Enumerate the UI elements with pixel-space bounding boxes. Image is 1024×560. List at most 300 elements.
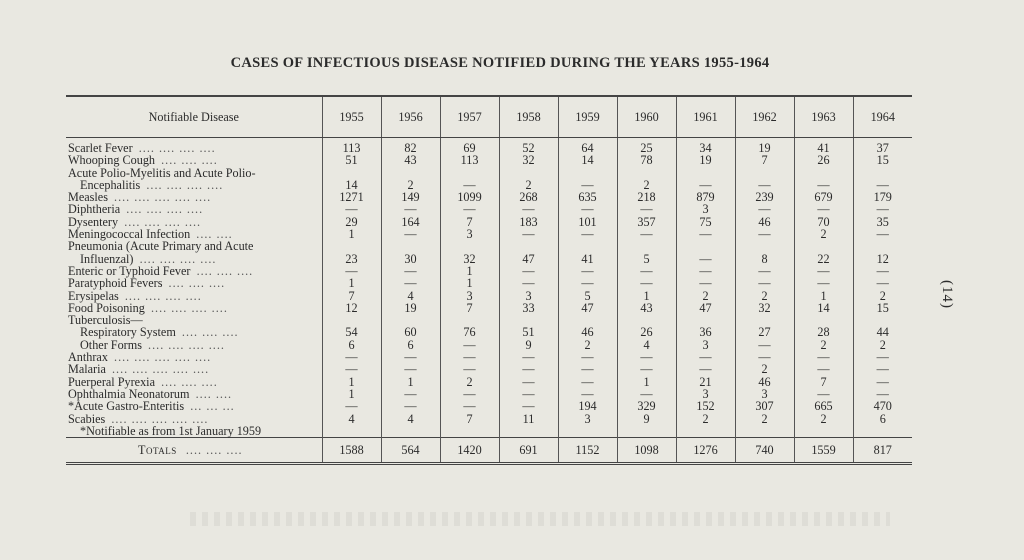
value-cell: 4	[381, 413, 440, 425]
disease-name: Pneumonia (Acute Primary and Acute	[68, 239, 254, 254]
value-cell: 30	[381, 253, 440, 265]
totals-label-cell	[66, 438, 322, 464]
value-cell: —	[853, 203, 912, 215]
value-cell: —	[499, 363, 558, 375]
value-cell: 194	[558, 400, 617, 412]
empty-cell	[322, 425, 381, 438]
value-cell: —	[853, 277, 912, 289]
disease-name: Malaria	[68, 362, 106, 377]
value-cell: —	[381, 388, 440, 400]
value-cell: —	[558, 265, 617, 277]
value-cell: —	[499, 203, 558, 215]
disease-name: Meningococcal Infection	[68, 227, 191, 242]
value-cell: 1	[322, 376, 381, 388]
value-cell: —	[617, 351, 676, 363]
leader-dots: .... .... ....	[185, 442, 243, 457]
page-title: CASES OF INFECTIOUS DISEASE NOTIFIED DURING THE YEARS 1955-1964	[230, 55, 770, 71]
value-cell: —	[499, 400, 558, 412]
total-cell: 817	[853, 438, 912, 464]
value-cell: 2	[381, 179, 440, 191]
value-cell: 3	[499, 290, 558, 302]
value-cell: —	[853, 376, 912, 388]
value-cell: —	[676, 351, 735, 363]
value-cell: 7	[440, 413, 499, 425]
value-cell: 23	[322, 253, 381, 265]
value-cell: 47	[558, 302, 617, 314]
value-cell: —	[676, 277, 735, 289]
value-cell: —	[853, 351, 912, 363]
value-cell: —	[558, 376, 617, 388]
header-year: 1959	[558, 96, 617, 138]
value-cell: 3	[676, 388, 735, 400]
value-cell: —	[853, 265, 912, 277]
value-cell: 1	[381, 376, 440, 388]
value-cell: 41	[794, 138, 853, 155]
value-cell: 28	[794, 326, 853, 338]
value-cell: —	[853, 228, 912, 240]
value-cell: —	[499, 351, 558, 363]
value-cell: 19	[735, 138, 794, 155]
value-cell: 32	[499, 154, 558, 166]
value-cell: —	[853, 179, 912, 191]
disease-name: Erysipelas	[68, 288, 119, 303]
value-cell: 1	[322, 228, 381, 240]
value-cell: —	[381, 203, 440, 215]
value-cell: 183	[499, 216, 558, 228]
value-cell: —	[794, 203, 853, 215]
disease-name: Whooping Cough	[68, 153, 156, 168]
empty-cell	[381, 425, 440, 438]
leader-dots: .... .... .... ....	[124, 288, 202, 303]
total-cell: 1276	[676, 438, 735, 464]
leader-dots: .... .... ....	[181, 325, 239, 340]
value-cell	[617, 240, 676, 252]
value-cell: 34	[676, 138, 735, 155]
disease-name: Encephalitis	[80, 177, 141, 192]
value-cell: 2	[735, 290, 794, 302]
value-cell: 46	[558, 326, 617, 338]
value-cell: 7	[735, 154, 794, 166]
leader-dots: .... .... .... ....	[150, 300, 228, 315]
leader-dots: .... .... .... .... ....	[114, 190, 212, 205]
disease-name: Food Poisoning	[68, 300, 145, 315]
value-cell: —	[440, 203, 499, 215]
value-cell	[381, 240, 440, 252]
value-cell: —	[853, 363, 912, 375]
value-cell: 5	[558, 290, 617, 302]
value-cell: —	[322, 203, 381, 215]
value-cell: 19	[676, 154, 735, 166]
value-cell: —	[322, 400, 381, 412]
value-cell: 9	[617, 413, 676, 425]
value-cell: 101	[558, 216, 617, 228]
value-cell: —	[735, 351, 794, 363]
value-cell: 665	[794, 400, 853, 412]
value-cell: —	[558, 203, 617, 215]
value-cell: —	[499, 376, 558, 388]
header-notifiable-disease: Notifiable Disease	[66, 96, 322, 138]
value-cell: —	[440, 388, 499, 400]
value-cell: 12	[322, 302, 381, 314]
value-cell: 21	[676, 376, 735, 388]
value-cell: 6	[381, 339, 440, 351]
value-cell	[558, 240, 617, 252]
value-cell: 1099	[440, 191, 499, 203]
disease-name: Influenzal)	[80, 251, 134, 266]
total-cell: 1559	[794, 438, 853, 464]
header-year: 1961	[676, 96, 735, 138]
total-cell: 1420	[440, 438, 499, 464]
value-cell: —	[794, 351, 853, 363]
table-row	[66, 138, 912, 155]
value-cell: 27	[735, 326, 794, 338]
value-cell: —	[499, 388, 558, 400]
value-cell: —	[558, 363, 617, 375]
value-cell: 14	[558, 154, 617, 166]
value-cell: —	[794, 277, 853, 289]
totals-label: Totals	[138, 442, 177, 457]
value-cell: 113	[322, 138, 381, 155]
value-cell: 46	[735, 376, 794, 388]
value-cell: 26	[617, 326, 676, 338]
value-cell: —	[440, 400, 499, 412]
value-cell: 14	[794, 302, 853, 314]
value-cell: —	[794, 179, 853, 191]
value-cell: —	[558, 388, 617, 400]
value-cell: 2	[676, 413, 735, 425]
value-cell: 37	[853, 138, 912, 155]
header-year: 1960	[617, 96, 676, 138]
value-cell: 12	[853, 253, 912, 265]
table-row	[66, 413, 912, 425]
value-cell: 29	[322, 216, 381, 228]
value-cell: —	[676, 228, 735, 240]
value-cell: 2	[853, 339, 912, 351]
leader-dots: .... .... .... ....	[146, 177, 224, 192]
value-cell: —	[558, 228, 617, 240]
value-cell: —	[440, 179, 499, 191]
value-cell: 7	[322, 290, 381, 302]
value-cell: 52	[499, 138, 558, 155]
value-cell: 179	[853, 191, 912, 203]
value-cell: 43	[381, 154, 440, 166]
value-cell: 679	[794, 191, 853, 203]
value-cell: —	[735, 277, 794, 289]
value-cell: 3	[676, 203, 735, 215]
value-cell: 78	[617, 154, 676, 166]
value-cell: 51	[499, 326, 558, 338]
value-cell: —	[499, 277, 558, 289]
value-cell: 69	[440, 138, 499, 155]
value-cell: 75	[676, 216, 735, 228]
value-cell: —	[794, 363, 853, 375]
value-cell: 2	[440, 376, 499, 388]
value-cell: 46	[735, 216, 794, 228]
value-cell: 2	[794, 228, 853, 240]
value-cell: 1	[322, 388, 381, 400]
table-body	[66, 138, 912, 464]
value-cell: —	[617, 265, 676, 277]
value-cell: —	[676, 253, 735, 265]
value-cell: 2	[853, 290, 912, 302]
page-number: (14)	[939, 280, 955, 309]
value-cell: —	[499, 265, 558, 277]
value-cell: 149	[381, 191, 440, 203]
value-cell: —	[617, 203, 676, 215]
header-year: 1963	[794, 96, 853, 138]
table-row	[66, 302, 912, 314]
value-cell: 44	[853, 326, 912, 338]
leader-dots: ... ... ...	[190, 399, 235, 414]
value-cell: 1	[440, 265, 499, 277]
empty-cell	[499, 425, 558, 438]
leader-dots: .... .... .... ....	[126, 202, 204, 217]
value-cell: 7	[440, 302, 499, 314]
value-cell: 51	[322, 154, 381, 166]
footnote-row	[66, 425, 912, 438]
value-cell: 1	[617, 290, 676, 302]
value-cell: 35	[853, 216, 912, 228]
value-cell: —	[676, 265, 735, 277]
value-cell: 268	[499, 191, 558, 203]
value-cell: 43	[617, 302, 676, 314]
value-cell: —	[558, 179, 617, 191]
value-cell	[794, 240, 853, 252]
value-cell: —	[617, 277, 676, 289]
value-cell: 164	[381, 216, 440, 228]
disease-name: Respiratory System	[80, 325, 176, 340]
value-cell: 26	[794, 154, 853, 166]
totals-row	[66, 438, 912, 464]
disease-name: Acute Polio-Myelitis and Acute Polio-	[68, 165, 256, 180]
value-cell: 2	[735, 363, 794, 375]
disease-name: Dysentery	[68, 214, 119, 229]
value-cell: —	[440, 351, 499, 363]
disease-name: Paratyphoid Fevers	[68, 276, 163, 291]
value-cell: 239	[735, 191, 794, 203]
value-cell: 1271	[322, 191, 381, 203]
value-cell: 152	[676, 400, 735, 412]
value-cell: 635	[558, 191, 617, 203]
empty-cell	[440, 425, 499, 438]
value-cell: 11	[499, 413, 558, 425]
total-cell: 691	[499, 438, 558, 464]
value-cell: 2	[617, 179, 676, 191]
footnote: *Notifiable as from 1st January 1959	[80, 423, 262, 438]
value-cell: 15	[853, 302, 912, 314]
value-cell: 15	[853, 154, 912, 166]
header-year: 1955	[322, 96, 381, 138]
value-cell: 2	[735, 413, 794, 425]
header-row	[66, 96, 912, 138]
value-cell: 3	[440, 290, 499, 302]
value-cell: —	[794, 265, 853, 277]
disease-name: Scabies	[68, 411, 106, 426]
empty-cell	[617, 425, 676, 438]
total-cell: 1588	[322, 438, 381, 464]
value-cell: —	[381, 228, 440, 240]
value-cell: 879	[676, 191, 735, 203]
value-cell: 1	[617, 376, 676, 388]
value-cell: —	[322, 265, 381, 277]
value-cell	[499, 240, 558, 252]
value-cell: 32	[440, 253, 499, 265]
disease-name: Tuberculosis—	[68, 313, 143, 328]
value-cell: 3	[676, 339, 735, 351]
total-cell: 564	[381, 438, 440, 464]
header-year: 1964	[853, 96, 912, 138]
value-cell: —	[735, 203, 794, 215]
value-cell: —	[558, 351, 617, 363]
value-cell: —	[381, 400, 440, 412]
value-cell: —	[617, 388, 676, 400]
value-cell: —	[381, 363, 440, 375]
value-cell: —	[735, 339, 794, 351]
value-cell: —	[735, 265, 794, 277]
value-cell: 54	[322, 326, 381, 338]
value-cell: —	[617, 228, 676, 240]
value-cell: 5	[617, 253, 676, 265]
value-cell: 9	[499, 339, 558, 351]
leader-dots: .... .... ....	[168, 276, 226, 291]
value-cell: 64	[558, 138, 617, 155]
value-cell: —	[381, 265, 440, 277]
value-cell: 307	[735, 400, 794, 412]
leader-dots: .... .... .... ....	[139, 251, 217, 266]
value-cell	[676, 240, 735, 252]
total-cell: 1152	[558, 438, 617, 464]
value-cell: 3	[558, 413, 617, 425]
value-cell	[440, 240, 499, 252]
disease-name: Measles	[68, 190, 108, 205]
value-cell: 4	[617, 339, 676, 351]
empty-cell	[676, 425, 735, 438]
value-cell: 41	[558, 253, 617, 265]
leader-dots: .... .... .... .... ....	[114, 350, 212, 365]
value-cell: —	[440, 363, 499, 375]
value-cell: 4	[381, 290, 440, 302]
disease-name: Diphtheria	[68, 202, 121, 217]
value-cell: —	[558, 277, 617, 289]
header-year: 1957	[440, 96, 499, 138]
value-cell: 357	[617, 216, 676, 228]
value-cell	[735, 240, 794, 252]
value-cell: —	[735, 228, 794, 240]
disease-name: Puerperal Pyrexia	[68, 374, 155, 389]
leader-dots: .... .... .... ....	[124, 214, 202, 229]
disease-name: Enteric or Typhoid Fever	[68, 263, 191, 278]
disease-name: Scarlet Fever	[68, 141, 133, 155]
leader-dots: .... .... .... .... ....	[111, 411, 209, 426]
value-cell: 4	[322, 413, 381, 425]
value-cell: —	[617, 363, 676, 375]
value-cell: 47	[499, 253, 558, 265]
value-cell: —	[735, 179, 794, 191]
empty-cell	[794, 425, 853, 438]
header-year: 1962	[735, 96, 794, 138]
value-cell: 6	[322, 339, 381, 351]
value-cell: —	[440, 339, 499, 351]
value-cell: 7	[440, 216, 499, 228]
value-cell: 47	[676, 302, 735, 314]
leader-dots: .... ....	[195, 386, 233, 401]
disease-name: Ophthalmia Neonatorum	[68, 386, 190, 401]
empty-cell	[558, 425, 617, 438]
value-cell: 76	[440, 326, 499, 338]
value-cell: 2	[794, 413, 853, 425]
value-cell: 470	[853, 400, 912, 412]
value-cell: 25	[617, 138, 676, 155]
leader-dots: .... .... .... ....	[148, 337, 225, 352]
value-cell: 1	[322, 277, 381, 289]
value-cell: 70	[794, 216, 853, 228]
value-cell: 8	[735, 253, 794, 265]
leader-dots: .... .... ....	[196, 263, 254, 278]
value-cell: 329	[617, 400, 676, 412]
value-cell: 1	[440, 277, 499, 289]
value-cell: —	[381, 351, 440, 363]
value-cell: —	[322, 363, 381, 375]
value-cell: —	[322, 351, 381, 363]
disease-name: Anthrax	[68, 350, 108, 365]
value-cell: 19	[381, 302, 440, 314]
value-cell: 218	[617, 191, 676, 203]
empty-cell	[853, 425, 912, 438]
disease-name-cell	[66, 138, 322, 155]
value-cell: 36	[676, 326, 735, 338]
bleed-through-texture	[190, 512, 890, 526]
value-cell: 1	[794, 290, 853, 302]
value-cell: —	[853, 388, 912, 400]
value-cell	[322, 240, 381, 252]
value-cell: —	[676, 179, 735, 191]
value-cell: 32	[735, 302, 794, 314]
value-cell: 33	[499, 302, 558, 314]
leader-dots: .... .... ....	[161, 374, 218, 389]
value-cell: —	[794, 388, 853, 400]
value-cell: 113	[440, 154, 499, 166]
disease-table	[66, 95, 912, 465]
value-cell: 60	[381, 326, 440, 338]
disease-name-cell	[66, 413, 322, 425]
total-cell: 740	[735, 438, 794, 464]
value-cell: 2	[794, 339, 853, 351]
leader-dots: .... .... .... ....	[138, 141, 216, 155]
value-cell: 3	[735, 388, 794, 400]
value-cell: —	[499, 228, 558, 240]
value-cell: 6	[853, 413, 912, 425]
header-year: 1956	[381, 96, 440, 138]
disease-name: *Acute Gastro-Enteritis	[68, 399, 185, 414]
value-cell	[853, 240, 912, 252]
header-year: 1958	[499, 96, 558, 138]
leader-dots: .... .... ....	[161, 153, 218, 168]
value-cell: 14	[322, 179, 381, 191]
total-cell: 1098	[617, 438, 676, 464]
leader-dots: .... .... .... .... ....	[112, 362, 210, 377]
value-cell: 22	[794, 253, 853, 265]
value-cell: 2	[499, 179, 558, 191]
value-cell: —	[676, 363, 735, 375]
value-cell: —	[381, 277, 440, 289]
value-cell: 2	[676, 290, 735, 302]
leader-dots: .... ....	[196, 227, 233, 242]
value-cell: 82	[381, 138, 440, 155]
disease-name: Other Forms	[80, 337, 142, 352]
empty-cell	[735, 425, 794, 438]
value-cell: 7	[794, 376, 853, 388]
value-cell: 3	[440, 228, 499, 240]
